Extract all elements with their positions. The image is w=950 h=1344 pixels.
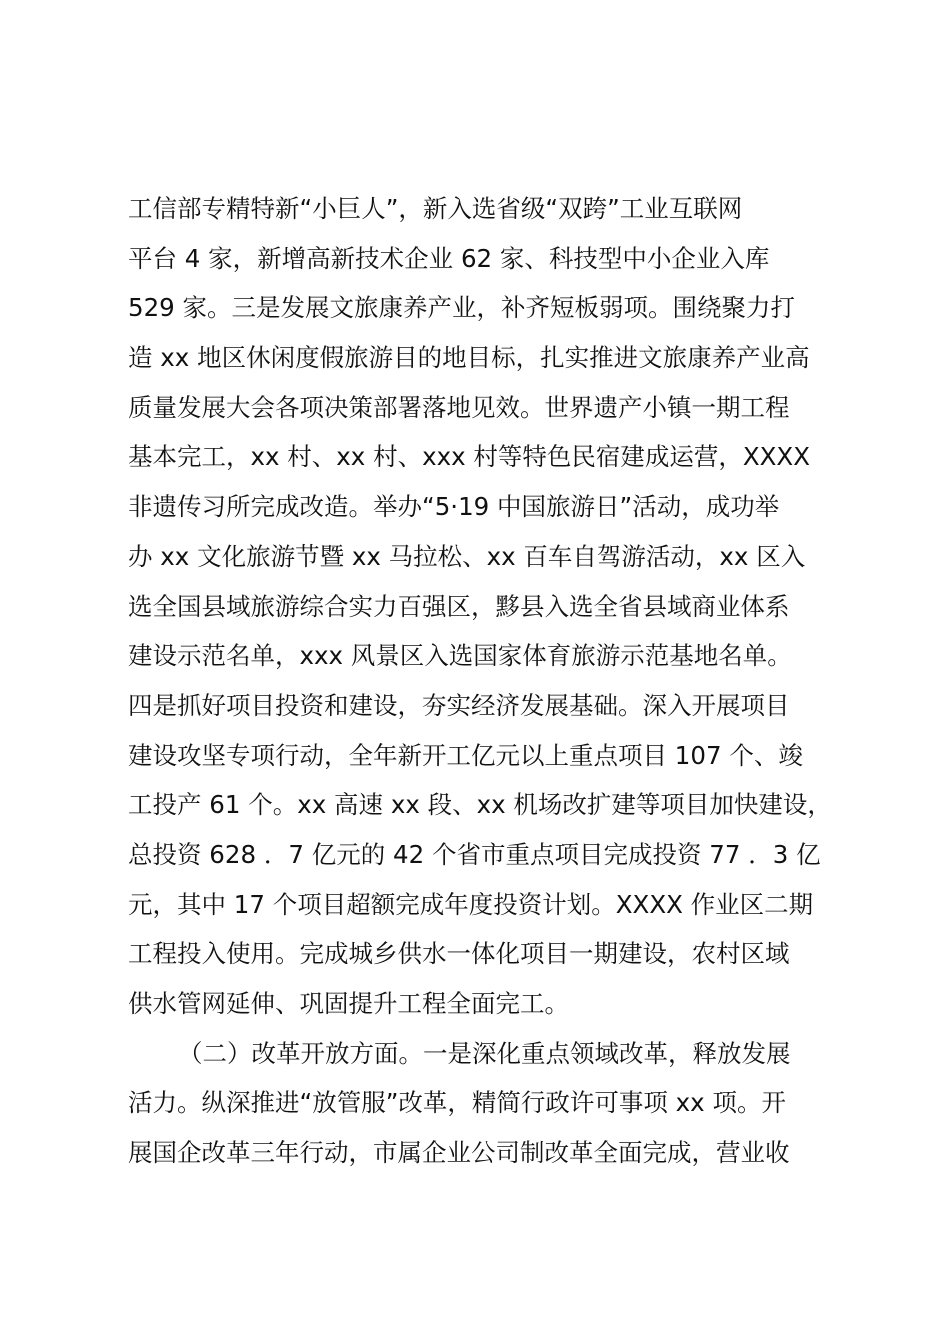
body-text bbox=[128, 184, 848, 1178]
text-line: 质量发展大会各项决策部署落地见效。世界遗产小镇一期工程 bbox=[128, 392, 790, 422]
text-line: 活力。纵深推进“放管服”改革，精简行政许可事项 xx 项。开 bbox=[128, 1088, 786, 1118]
text-line: 供水管网延伸、巩固提升工程全面完工。 bbox=[128, 989, 569, 1018]
text-line: 造 xx 地区休闲度假旅游目的地目标，扎实推进文旅康养产业高 bbox=[128, 343, 810, 373]
text-line: 总投资 628 ．7 亿元的 42 个省市重点项目完成投资 77 ．3 亿 bbox=[128, 839, 821, 869]
text-line: 办 xx 文化旅游节暨 xx 马拉松、xx 百车自驾游活动，xx 区入 bbox=[128, 541, 806, 571]
text-line: 529 家。三是发展文旅康养产业，补齐短板弱项。围绕聚力打 bbox=[128, 293, 796, 323]
text-line: 工程投入使用。完成城乡供水一体化项目一期建设，农村区域 bbox=[128, 939, 790, 969]
text-line: 工信部专精特新“小巨人”，新入选省级“双跨”工业互联网 bbox=[128, 194, 743, 223]
text-line: 工投产 61 个。xx 高速 xx 段、xx 机场改扩建等项目加快建设， bbox=[128, 790, 832, 820]
text-line: 选全国县域旅游综合实力百强区，黟县入选全省县域商业体系 bbox=[128, 591, 790, 621]
section-heading-line: （二）改革开放方面。一是深化重点领域改革，释放发展 bbox=[178, 1038, 791, 1068]
text-line: 四是抓好项目投资和建设，夯实经济发展基础。深入开展项目 bbox=[128, 690, 790, 720]
text-line: 非遗传习所完成改造。举办“5·19 中国旅游日”活动，成功举 bbox=[128, 492, 780, 522]
text-line: 基本完工，xx 村、xx 村、xxx 村等特色民宿建成运营，XXXX bbox=[128, 442, 810, 472]
text-line: 建设示范名单，xxx 风景区入选国家体育旅游示范基地名单。 bbox=[128, 641, 792, 671]
text-line: 平台 4 家，新增高新技术企业 62 家、科技型中小企业入库 bbox=[128, 243, 770, 273]
text-line: 展国企改革三年行动，市属企业公司制改革全面完成，营业收 bbox=[128, 1138, 790, 1168]
text-line: 元，其中 17 个项目超额完成年度投资计划。XXXX 作业区二期 bbox=[128, 889, 814, 919]
text-line: 建设攻坚专项行动，全年新开工亿元以上重点项目 107 个、竣 bbox=[128, 740, 803, 770]
